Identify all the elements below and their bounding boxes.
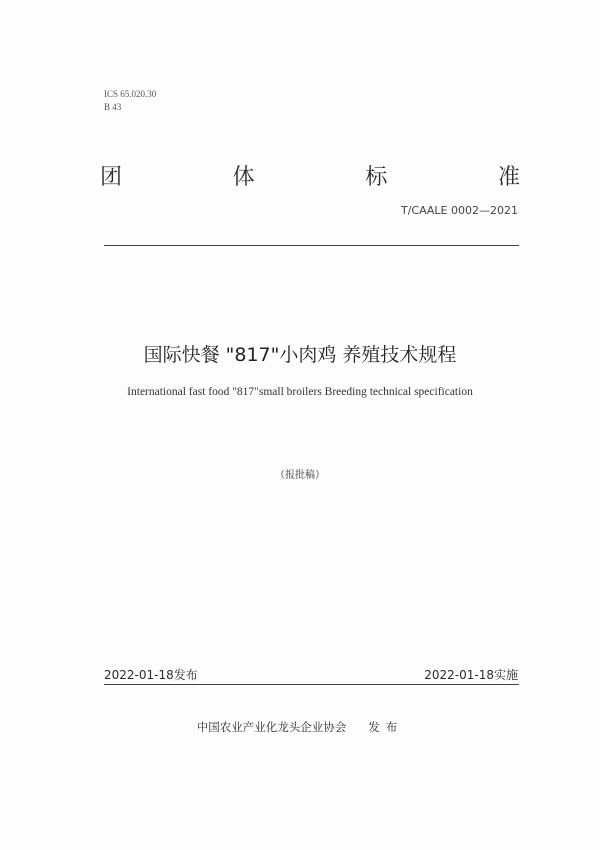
ics-code: ICS 65.020.30 — [104, 89, 157, 99]
standard-type-char: 团 — [100, 165, 123, 190]
publisher-line — [0, 719, 600, 735]
standard-type-char: 标 — [365, 165, 388, 190]
title-chinese: 国际快餐 "817"小肉鸡 养殖技术规程 — [143, 344, 457, 366]
publish-action: 发布 — [368, 720, 404, 734]
ccs-code: B 43 — [104, 102, 122, 112]
standard-type-char: 体 — [232, 165, 255, 190]
standard-code: T/CAALE 0002—2021 — [400, 204, 518, 217]
draft-status: （报批稿） — [275, 470, 325, 481]
issue-date: 2022-01-18发布 — [104, 668, 198, 682]
implementation-date: 2022-01-18实施 — [424, 668, 518, 682]
publisher-org: 中国农业产业化龙头企业协会 — [196, 720, 347, 734]
classification-codes — [104, 88, 156, 114]
bottom-divider — [104, 684, 519, 685]
standard-type-char: 准 — [497, 165, 520, 190]
top-divider — [104, 245, 519, 246]
title-english: International fast food "817"small broilers Breeding technical specification — [127, 386, 473, 398]
standard-type-heading — [100, 160, 520, 191]
